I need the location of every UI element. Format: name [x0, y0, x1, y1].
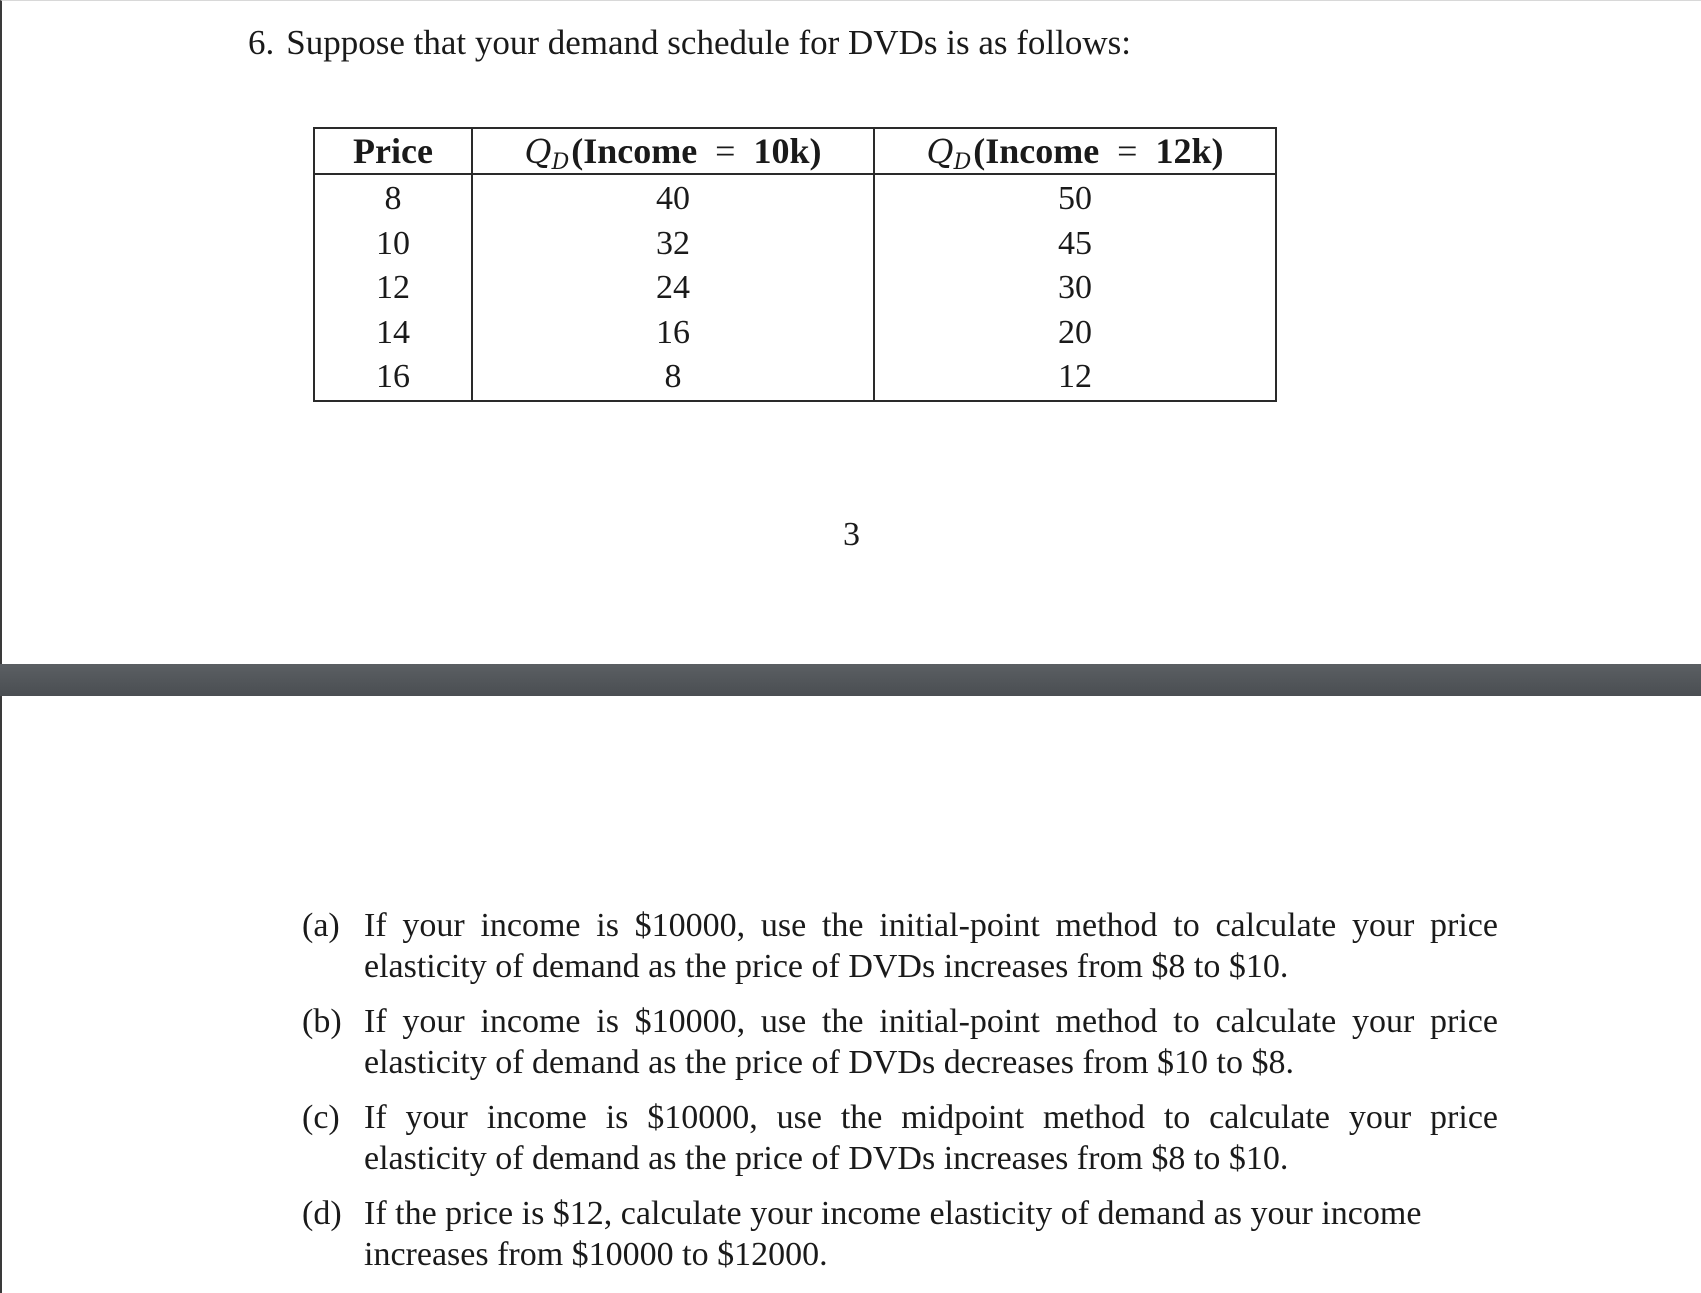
part-c	[302, 1097, 1498, 1179]
header-price: Price	[314, 128, 472, 174]
part-text: If your income is $10000, use the initial-point method to calculate your price elasticity of demand as the price of DVDs decreases from $10 to $8.	[364, 1003, 1498, 1081]
part-label: (a)	[302, 907, 340, 944]
cell-qd-10k: 8	[472, 355, 874, 401]
cell-price: 8	[384, 180, 402, 218]
cell-qd-12k: 12	[874, 355, 1276, 401]
cell-price: 16	[376, 358, 410, 396]
cell-price: 12	[376, 269, 410, 307]
cell-price: 14	[376, 313, 410, 351]
page-number: 3	[843, 516, 860, 553]
part-text: If the price is $12, calculate your income elasticity of demand as your income increases from $10000 to $12000.	[364, 1195, 1422, 1273]
page-separator	[0, 664, 1701, 696]
cell-qd-10k: 16	[472, 311, 874, 356]
cell-qd-10k: 32	[472, 222, 874, 267]
cell-qd-10k: 24	[472, 266, 874, 311]
table-row	[314, 311, 1276, 356]
question-number: 6.	[248, 23, 275, 62]
cell-qd-12k: 20	[874, 311, 1276, 356]
question-parts	[302, 905, 1498, 1289]
part-b	[302, 1001, 1498, 1083]
demand-schedule-table	[313, 127, 1277, 402]
table-row	[314, 355, 1276, 401]
question-text: Suppose that your demand schedule for DVDs is as follows:	[286, 23, 1131, 62]
header-qd-income-12k: QD(Income = 12k)	[874, 128, 1276, 174]
table-row	[314, 266, 1276, 311]
table-row	[314, 222, 1276, 267]
part-a	[302, 905, 1498, 987]
part-d	[302, 1193, 1498, 1275]
part-label: (b)	[302, 1003, 342, 1040]
question-6	[248, 23, 1131, 63]
part-label: (d)	[302, 1195, 342, 1232]
table-row	[314, 174, 1276, 222]
part-text: If your income is $10000, use the midpoint method to calculate your price elasticity of demand as the price of DVDs increases from $8 to $10.	[364, 1099, 1498, 1177]
part-label: (c)	[302, 1099, 340, 1136]
part-text: If your income is $10000, use the initial-point method to calculate your price elasticity of demand as the price of DVDs increases from $8 to $10.	[364, 907, 1498, 985]
cell-qd-12k: 45	[874, 222, 1276, 267]
header-qd-income-10k: QD(Income = 10k)	[472, 128, 874, 174]
cell-price: 10	[376, 224, 410, 262]
cell-qd-12k: 30	[874, 266, 1276, 311]
cell-qd-12k: 50	[874, 174, 1276, 222]
table-header-row	[314, 128, 1276, 174]
cell-qd-10k: 40	[472, 174, 874, 222]
